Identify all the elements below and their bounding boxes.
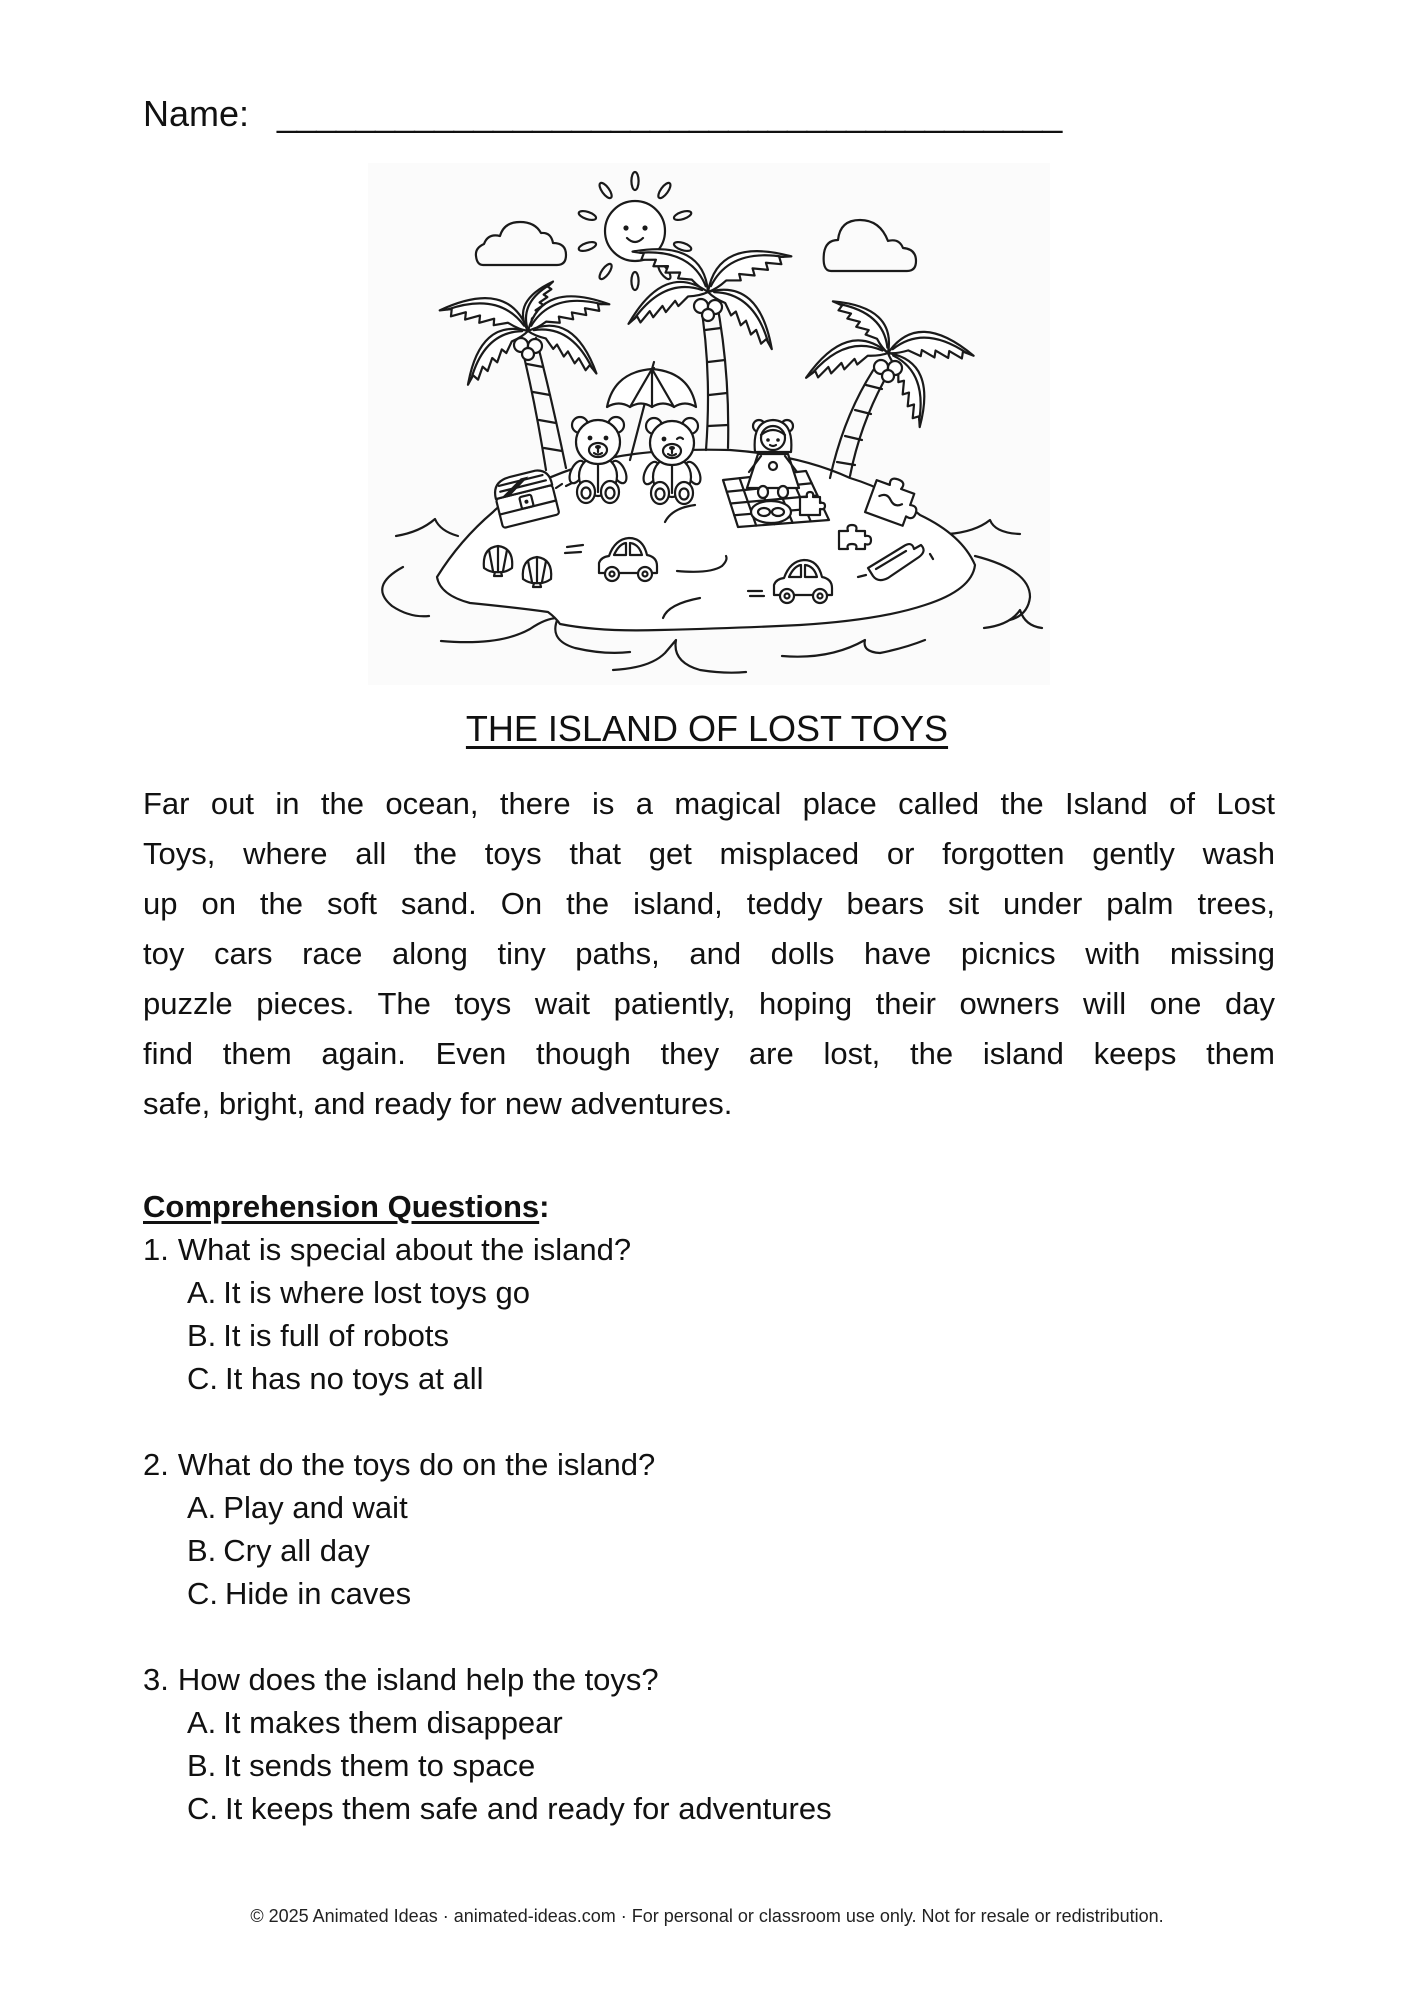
option-letter: A. <box>187 1275 217 1310</box>
name-write-in-line: ________________________________________ <box>277 93 1062 134</box>
question-text <box>143 1228 1263 1271</box>
option-letter: C. <box>187 1576 218 1611</box>
answer-option-c[interactable] <box>143 1357 1263 1400</box>
questions-heading-colon: : <box>539 1189 550 1224</box>
island-illustration <box>368 163 1050 685</box>
question-number: 2. <box>143 1447 169 1482</box>
copyright-footer: © 2025 Animated Ideas · animated-ideas.com · For personal or classroom use only. Not for resale or redistribution. <box>250 1906 1164 1926</box>
answer-option-a[interactable] <box>143 1271 1263 1314</box>
option-letter: B. <box>187 1748 217 1783</box>
story-paragraph <box>143 779 1275 1129</box>
comprehension-questions <box>143 1185 1263 1873</box>
answer-option-b[interactable] <box>143 1314 1263 1357</box>
question-text <box>143 1658 1263 1701</box>
question-3 <box>143 1658 1263 1830</box>
option-text: It makes them disappear <box>223 1705 563 1740</box>
option-text: Cry all day <box>223 1533 370 1568</box>
sun-eye <box>642 225 647 230</box>
question-number: 1. <box>143 1232 169 1267</box>
sun-eye <box>623 225 628 230</box>
option-text: It has no toys at all <box>225 1361 484 1396</box>
answer-option-c[interactable] <box>143 1787 1263 1830</box>
question-prompt: How does the island help the toys? <box>177 1662 659 1697</box>
option-text: Hide in caves <box>225 1576 412 1611</box>
story-line: up on the soft sand. On the island, teddy bears sit under palm trees, <box>143 886 1275 921</box>
answer-option-b[interactable] <box>143 1529 1263 1572</box>
story-line: find them again. Even though they are lost, the island keeps them <box>143 1036 1275 1071</box>
answer-option-a[interactable] <box>143 1486 1263 1529</box>
answer-option-b[interactable] <box>143 1744 1263 1787</box>
answer-option-a[interactable] <box>143 1701 1263 1744</box>
questions-heading-text: Comprehension Questions <box>143 1189 540 1224</box>
question-2 <box>143 1443 1263 1615</box>
option-text: It is where lost toys go <box>223 1275 530 1310</box>
story-line: Far out in the ocean, there is a magical place called the Island of Lost <box>143 786 1275 821</box>
option-letter: B. <box>187 1318 217 1353</box>
option-text: It keeps them safe and ready for adventures <box>225 1791 832 1826</box>
story-title <box>0 708 1414 749</box>
question-text <box>143 1443 1263 1486</box>
name-label: Name: <box>143 93 250 134</box>
option-letter: B. <box>187 1533 217 1568</box>
question-prompt: What is special about the island? <box>177 1232 632 1267</box>
option-text: Play and wait <box>223 1490 408 1525</box>
option-letter: C. <box>187 1791 218 1826</box>
option-letter: C. <box>187 1361 218 1396</box>
story-line: puzzle pieces. The toys wait patiently, hoping their owners will one day <box>143 986 1275 1021</box>
seashell <box>523 557 551 587</box>
question-1 <box>143 1228 1263 1400</box>
seashell <box>484 546 512 576</box>
option-letter: A. <box>187 1705 217 1740</box>
question-prompt: What do the toys do on the island? <box>177 1447 656 1482</box>
story-line: safe, bright, and ready for new adventures. <box>143 1086 733 1121</box>
question-number: 3. <box>143 1662 169 1697</box>
questions-heading <box>143 1185 1263 1228</box>
option-text: It is full of robots <box>223 1318 450 1353</box>
story-line: toy cars race along tiny paths, and dolls have picnics with missing <box>143 936 1275 971</box>
answer-option-c[interactable] <box>143 1572 1263 1615</box>
option-letter: A. <box>187 1490 217 1525</box>
option-text: It sends them to space <box>223 1748 536 1783</box>
story-line: Toys, where all the toys that get misplaced or forgotten gently wash <box>143 836 1275 871</box>
story-title-text: THE ISLAND OF LOST TOYS <box>465 708 949 749</box>
